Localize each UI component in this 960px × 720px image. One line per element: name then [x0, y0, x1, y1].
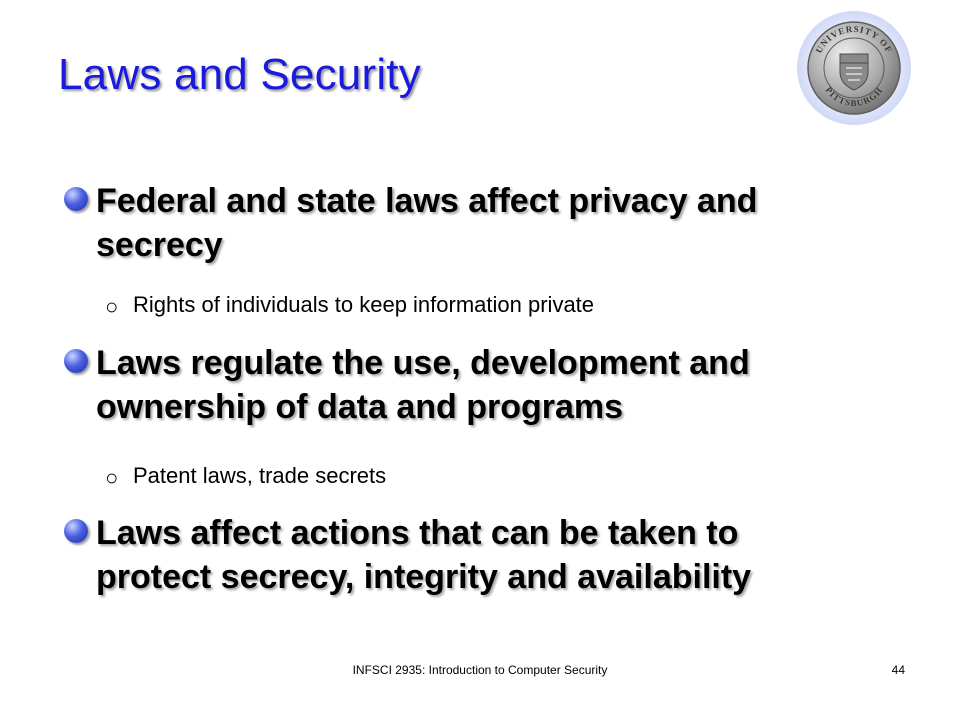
bullet-dot-icon [64, 349, 88, 373]
bullet-line: Laws affect actions that can be taken to [96, 514, 739, 552]
bullet-dot-icon [64, 519, 88, 543]
page-number: 44 [891, 663, 905, 677]
sub-bullet-item [105, 290, 595, 320]
bullet-item [96, 511, 896, 599]
bullet-line: protect secrecy, integrity and availability [96, 558, 752, 596]
university-seal-icon [796, 10, 912, 126]
sub-bullet-item [105, 461, 387, 491]
slide-footer: INFSCI 2935: Introduction to Computer Security [352, 663, 608, 677]
ring-icon: ○ [105, 465, 119, 490]
bullet-line: Laws regulate the use, development and [96, 344, 750, 382]
bullet-line: ownership of data and programs [96, 388, 624, 426]
bullet-line: secrecy [96, 226, 223, 264]
sub-bullet-text: Rights of individuals to keep information private [133, 292, 595, 317]
bullet-item [96, 341, 896, 429]
bullet-item [96, 179, 896, 267]
sub-bullet-text: Patent laws, trade secrets [133, 463, 387, 488]
ring-icon: ○ [105, 294, 119, 319]
bullet-dot-icon [64, 187, 88, 211]
bullet-line: Federal and state laws affect privacy and [96, 182, 758, 220]
slide-title: Laws and Security [58, 50, 421, 99]
seal-text-top: UNIVERSITY OF [813, 23, 895, 55]
seal-text-bottom: PITTSBURGH [823, 85, 885, 109]
